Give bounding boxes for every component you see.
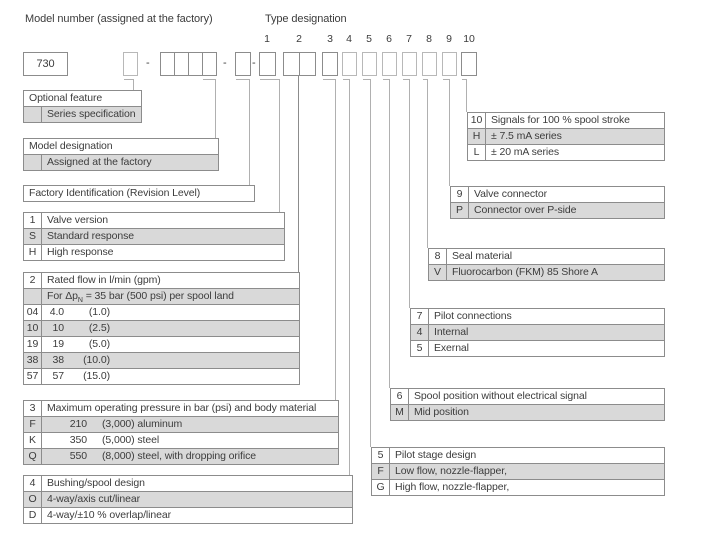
row-description xyxy=(42,417,338,432)
seal-material-table xyxy=(428,248,665,281)
table-title: Valve version xyxy=(47,214,108,226)
row-description: High flow, nozzle-flapper, xyxy=(395,481,510,493)
row-description: Low flow, nozzle-flapper, xyxy=(395,465,507,477)
row-description: ± 7.5 mA series xyxy=(491,130,562,142)
row-code: F xyxy=(24,417,42,432)
connector-line-revision xyxy=(236,79,250,185)
gpm-value: (10.0) xyxy=(83,354,110,366)
table-row xyxy=(24,320,299,336)
table-header xyxy=(24,213,284,228)
type-position-box-3 xyxy=(322,52,338,76)
table-title: Bushing/spool design xyxy=(47,477,145,489)
bushing-spool-table xyxy=(23,475,353,524)
table-title: Seal material xyxy=(452,250,512,262)
position-number-9: 9 xyxy=(446,33,452,45)
type-position-box-7 xyxy=(402,52,417,76)
gpm-value: (5.0) xyxy=(88,338,110,350)
type-position-box-10 xyxy=(461,52,477,76)
table-number: 5 xyxy=(372,448,390,463)
table-header xyxy=(391,389,664,404)
row-code: 38 xyxy=(24,353,42,368)
row-code: 10 xyxy=(24,321,42,336)
row-description: Exernal xyxy=(434,342,469,354)
row-code: S xyxy=(24,229,42,244)
table-title: Factory Identification (Revision Level) xyxy=(29,187,201,199)
row-code: 04 xyxy=(24,305,42,320)
pressure-description: (5,000) steel xyxy=(102,434,160,446)
position-number-4: 4 xyxy=(346,33,352,45)
pressure-value: 550 xyxy=(69,450,87,462)
table-title: Optional feature xyxy=(29,92,103,104)
row-description xyxy=(42,433,338,448)
position-number-10: 10 xyxy=(463,33,475,45)
row-description xyxy=(42,369,299,384)
flow-value: 38 xyxy=(52,354,64,366)
connector-line-5 xyxy=(363,79,371,447)
connector-line-7 xyxy=(403,79,410,308)
position-number-5: 5 xyxy=(366,33,372,45)
table-number: 2 xyxy=(24,273,42,288)
row-code: 19 xyxy=(24,337,42,352)
dash-separator: - xyxy=(146,57,150,69)
table-header xyxy=(24,186,254,201)
table-number: 1 xyxy=(24,213,42,228)
row-code: V xyxy=(429,265,447,280)
model-designation-boxes xyxy=(160,52,217,76)
revision-level-box xyxy=(235,52,251,76)
flow-value: 10 xyxy=(52,322,64,334)
table-number: 6 xyxy=(391,389,409,404)
table-row xyxy=(468,144,664,160)
table-title: Pilot stage design xyxy=(395,449,477,461)
table-row xyxy=(24,106,141,122)
connector-line-10 xyxy=(462,79,467,112)
subheader-subscript: N xyxy=(77,297,83,304)
table-number: 8 xyxy=(429,249,447,264)
row-code: H xyxy=(468,129,486,144)
row-code: L xyxy=(468,145,486,160)
row-code xyxy=(24,107,42,122)
connector-line-3 xyxy=(323,79,336,400)
pressure-value: 350 xyxy=(69,434,87,446)
row-description: Series specification xyxy=(47,108,136,120)
row-description: Fluorocarbon (FKM) 85 Shore A xyxy=(452,266,598,278)
table-title: Spool position without electrical signal xyxy=(414,390,587,402)
row-code: G xyxy=(372,480,390,495)
type-position-box-8 xyxy=(422,52,437,76)
table-row xyxy=(24,154,218,170)
row-code: P xyxy=(451,203,469,218)
type-position-box-1 xyxy=(259,52,276,76)
type-position-box-2 xyxy=(283,52,316,76)
valve-version-table xyxy=(23,212,285,261)
pressure-description: (3,000) aluminum xyxy=(102,418,183,430)
model-number-box xyxy=(23,52,68,76)
row-code: 57 xyxy=(24,369,42,384)
table-row xyxy=(372,479,664,495)
model-designation-table xyxy=(23,138,219,171)
table-row xyxy=(24,352,299,368)
table-header xyxy=(411,309,664,324)
row-code xyxy=(24,289,42,304)
row-description xyxy=(42,353,299,368)
table-header xyxy=(24,91,141,106)
gpm-value: (2.5) xyxy=(88,322,110,334)
table-header xyxy=(468,113,664,128)
gpm-value: (1.0) xyxy=(88,306,110,318)
position-number-6: 6 xyxy=(386,33,392,45)
table-header xyxy=(24,476,352,491)
connector-line-model-designation xyxy=(203,79,216,138)
row-code: Q xyxy=(24,449,42,464)
max-pressure-table xyxy=(23,400,339,465)
row-code: M xyxy=(391,405,409,420)
row-code: O xyxy=(24,492,42,507)
table-row xyxy=(24,507,352,523)
type-position-box-9 xyxy=(442,52,457,76)
type-position-box-5 xyxy=(362,52,377,76)
table-row xyxy=(24,336,299,352)
table-row xyxy=(411,324,664,340)
pressure-value: 210 xyxy=(69,418,87,430)
connector-line-1 xyxy=(260,79,280,212)
table-row xyxy=(411,340,664,356)
table-header xyxy=(24,401,338,416)
table-title: Model designation xyxy=(29,140,113,152)
table-number: 3 xyxy=(24,401,42,416)
table-number: 9 xyxy=(451,187,469,202)
table-title: Pilot connections xyxy=(434,310,512,322)
table-title: Valve connector xyxy=(474,188,548,200)
table-header xyxy=(451,187,664,202)
subheader-post: = 35 bar (500 psi) per spool land xyxy=(82,290,234,302)
table-row xyxy=(24,416,338,432)
row-description: 4-way/±10 % overlap/linear xyxy=(47,509,171,521)
dash-separator: - xyxy=(223,57,227,69)
table-header xyxy=(372,448,664,463)
gpm-value: (15.0) xyxy=(83,370,110,382)
row-description: Assigned at the factory xyxy=(47,156,152,168)
table-row xyxy=(24,304,299,320)
optional-feature-table xyxy=(23,90,142,123)
position-number-8: 8 xyxy=(426,33,432,45)
table-row xyxy=(24,448,338,464)
dash-separator: - xyxy=(252,57,256,69)
factory-identification-table xyxy=(23,185,255,202)
row-code xyxy=(24,155,42,170)
table-row xyxy=(451,202,664,218)
flow-value: 19 xyxy=(52,338,64,350)
row-description: High response xyxy=(47,246,114,258)
table-row xyxy=(24,244,284,260)
row-description: ± 20 mA series xyxy=(491,146,559,158)
optional-feature-box xyxy=(123,52,138,76)
table-row xyxy=(24,432,338,448)
table-header xyxy=(24,273,299,288)
row-description xyxy=(42,449,338,464)
row-code: H xyxy=(24,245,42,260)
row-description xyxy=(42,337,299,352)
table-row xyxy=(24,491,352,507)
signals-table xyxy=(467,112,665,161)
spool-position-table xyxy=(390,388,665,421)
table-header xyxy=(429,249,664,264)
row-code: 5 xyxy=(411,341,429,356)
row-description: Connector over P-side xyxy=(474,204,577,216)
position-number-2: 2 xyxy=(296,33,302,45)
position-number-3: 3 xyxy=(327,33,333,45)
row-description: 4-way/axis cut/linear xyxy=(47,493,141,505)
rated-flow-table xyxy=(23,272,300,385)
table-number: 7 xyxy=(411,309,429,324)
connector-line-8 xyxy=(423,79,428,248)
table-row xyxy=(24,368,299,384)
connector-line-2 xyxy=(298,76,299,272)
row-code: 4 xyxy=(411,325,429,340)
table-row xyxy=(468,128,664,144)
table-number: 10 xyxy=(468,113,486,128)
table-header xyxy=(24,139,218,154)
position-number-7: 7 xyxy=(406,33,412,45)
flow-value: 4.0 xyxy=(49,306,64,318)
connector-line-9 xyxy=(443,79,450,186)
table-title: Maximum operating pressure in bar (psi) and body material xyxy=(47,402,317,414)
valve-connector-table xyxy=(450,186,665,219)
model-number-value: 730 xyxy=(36,58,55,70)
table-row xyxy=(24,228,284,244)
pressure-description: (8,000) steel, with dropping orifice xyxy=(102,450,256,462)
type-position-box-4 xyxy=(342,52,357,76)
row-description: Standard response xyxy=(47,230,135,242)
position-number-1: 1 xyxy=(264,33,270,45)
row-description xyxy=(42,321,299,336)
type-designation-label: Type designation xyxy=(265,13,347,25)
type-position-box-6 xyxy=(382,52,397,76)
table-subheader xyxy=(24,288,299,304)
table-row xyxy=(429,264,664,280)
row-description xyxy=(42,305,299,320)
model-number-label: Model number (assigned at the factory) xyxy=(25,13,213,25)
table-row xyxy=(391,404,664,420)
row-code: F xyxy=(372,464,390,479)
table-row xyxy=(372,463,664,479)
table-number: 4 xyxy=(24,476,42,491)
pilot-stage-table xyxy=(371,447,665,496)
connector-line-6 xyxy=(383,79,390,388)
row-code: D xyxy=(24,508,42,523)
row-code: K xyxy=(24,433,42,448)
pilot-connections-table xyxy=(410,308,665,357)
row-description xyxy=(42,289,299,304)
connector-line-4 xyxy=(343,79,350,475)
connector-line-optional-feature xyxy=(124,79,134,90)
flow-value: 57 xyxy=(52,370,64,382)
row-description: Internal xyxy=(434,326,469,338)
table-title: Signals for 100 % spool stroke xyxy=(491,114,630,126)
subheader-pre: For Δp xyxy=(47,290,78,302)
table-title: Rated flow in l/min (gpm) xyxy=(47,274,161,286)
row-description: Mid position xyxy=(414,406,469,418)
